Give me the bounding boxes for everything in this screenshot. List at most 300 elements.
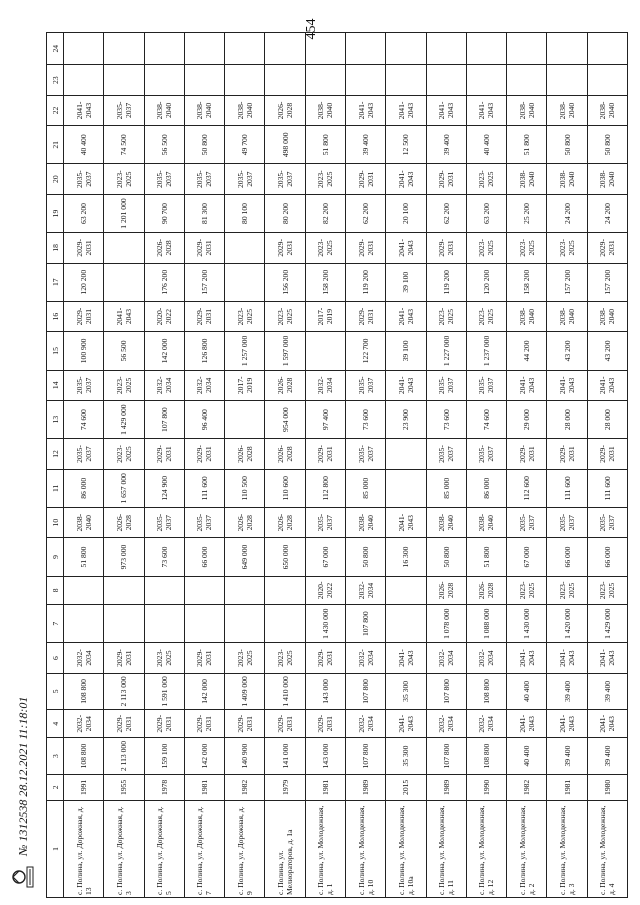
table-cell: 23 900 — [386, 400, 426, 438]
table-cell: 2038-2040 — [547, 164, 587, 194]
table-cell: 2035-2037 — [466, 370, 506, 400]
table-cell: 2038-2040 — [507, 95, 547, 125]
stamp-text: № 1312538 28.12.2021 11:18:01 — [15, 696, 30, 856]
table-cell: 40 400 — [507, 673, 547, 709]
table-cell — [225, 233, 265, 263]
table-cell: 1 429 000 — [587, 605, 627, 643]
table-cell: 2041-2043 — [386, 643, 426, 673]
address-cell: с. Полина, ул. Дорожная, д. 13 — [64, 801, 104, 898]
header-cell: 17 — [47, 263, 64, 301]
table-cell — [64, 576, 104, 604]
table-cell: 2038-2040 — [225, 95, 265, 125]
table-cell: 143 000 — [305, 673, 345, 709]
table-cell: 2035-2037 — [64, 439, 104, 469]
table-cell: 2041-2043 — [507, 370, 547, 400]
table-cell: 2041-2043 — [547, 643, 587, 673]
table-cell: 2029-2031 — [104, 710, 144, 738]
data-table — [46, 32, 628, 898]
table-cell: 39 100 — [386, 332, 426, 370]
table-cell: 73 600 — [426, 400, 466, 438]
header-cell: 19 — [47, 194, 64, 232]
table-cell: 2038-2040 — [144, 95, 184, 125]
table-cell — [144, 605, 184, 643]
table-cell: 1 409 000 — [225, 673, 265, 709]
table-cell — [144, 65, 184, 95]
table-cell: 110 600 — [265, 469, 305, 507]
table-cell: 2041-2043 — [386, 710, 426, 738]
header-cell: 12 — [47, 439, 64, 469]
table-cell: 49 700 — [225, 126, 265, 164]
table-cell: 1989 — [345, 774, 385, 800]
table-cell: 44 200 — [507, 332, 547, 370]
table-cell: 2026-2028 — [265, 95, 305, 125]
table-cell: 2035-2037 — [64, 370, 104, 400]
table-cell — [426, 65, 466, 95]
table-cell — [225, 576, 265, 604]
table-row — [64, 33, 104, 898]
table-cell — [386, 576, 426, 604]
header-cell: 24 — [47, 33, 64, 65]
table-cell: 2026-2028 — [265, 508, 305, 538]
table-cell: 2029-2031 — [265, 710, 305, 738]
table-cell: 12 500 — [386, 126, 426, 164]
table-cell — [225, 65, 265, 95]
table-cell: 1 430 000 — [305, 605, 345, 643]
table-cell: 2032-2034 — [466, 710, 506, 738]
table-cell: 2023-2025 — [265, 301, 305, 331]
table-row — [426, 33, 466, 898]
table-cell: 2029-2031 — [587, 233, 627, 263]
table-cell — [104, 233, 144, 263]
table-cell: 107 800 — [345, 605, 385, 643]
table-cell: 2038-2040 — [587, 164, 627, 194]
table-cell: 1979 — [265, 774, 305, 800]
table-cell: 51 800 — [466, 538, 506, 576]
table-cell: 2029-2031 — [225, 710, 265, 738]
table-cell: 73 600 — [345, 400, 385, 438]
table-cell: 2032-2034 — [466, 643, 506, 673]
table-cell: 2041-2043 — [587, 710, 627, 738]
table-cell: 176 200 — [144, 263, 184, 301]
table-cell: 141 000 — [265, 738, 305, 774]
table-cell — [225, 33, 265, 65]
table-cell: 2020-2022 — [305, 576, 345, 604]
table-row — [466, 33, 506, 898]
table-cell — [104, 65, 144, 95]
table-cell: 50 800 — [426, 538, 466, 576]
table-cell: 107 800 — [426, 673, 466, 709]
table-cell: 120 200 — [64, 263, 104, 301]
table-cell: 51 800 — [64, 538, 104, 576]
table-cell: 2029-2031 — [184, 301, 224, 331]
table-cell: 108 800 — [466, 673, 506, 709]
address-cell: с. Полина, ул. Молодежная, д. 12 — [466, 801, 506, 898]
table-cell — [345, 33, 385, 65]
header-cell: 11 — [47, 469, 64, 507]
table-cell: 1 201 000 — [104, 194, 144, 232]
table-cell: 2026-2028 — [144, 233, 184, 263]
table-cell: 29 000 — [507, 400, 547, 438]
table-cell: 2029-2031 — [64, 301, 104, 331]
header-cell: 9 — [47, 538, 64, 576]
table-cell: 2026-2028 — [225, 508, 265, 538]
header-cell: 8 — [47, 576, 64, 604]
table-cell: 2032-2034 — [64, 643, 104, 673]
table-cell: 2029-2031 — [184, 233, 224, 263]
table-cell: 2029-2031 — [184, 710, 224, 738]
header-cell: 13 — [47, 400, 64, 438]
table-cell: 1 420 000 — [547, 605, 587, 643]
table-cell — [104, 576, 144, 604]
table-cell: 35 300 — [386, 738, 426, 774]
table-cell: 2015 — [386, 774, 426, 800]
table-cell — [184, 605, 224, 643]
table-cell: 2035-2037 — [587, 508, 627, 538]
table-cell: 2023-2025 — [144, 643, 184, 673]
table-row — [345, 33, 385, 898]
table-cell: 2038-2040 — [507, 164, 547, 194]
table-cell: 110 500 — [225, 469, 265, 507]
table-cell: 2035-2037 — [104, 95, 144, 125]
table-cell: 2 113 000 — [104, 673, 144, 709]
table-cell: 2035-2037 — [345, 439, 385, 469]
table-cell: 1 227 000 — [426, 332, 466, 370]
table-cell — [386, 33, 426, 65]
table-cell: 157 200 — [587, 263, 627, 301]
table-cell: 50 800 — [184, 126, 224, 164]
table-cell: 2032-2034 — [345, 576, 385, 604]
table-cell: 2038-2040 — [184, 95, 224, 125]
table-cell: 2041-2043 — [386, 370, 426, 400]
table-row — [225, 33, 265, 898]
table-cell: 1980 — [587, 774, 627, 800]
table-cell: 50 800 — [345, 538, 385, 576]
table-cell: 2032-2034 — [305, 370, 345, 400]
table-cell: 1 078 000 — [426, 605, 466, 643]
header-cell: 2 — [47, 774, 64, 800]
table-cell: 74 600 — [466, 400, 506, 438]
header-cell: 6 — [47, 643, 64, 673]
table-cell: 2041-2043 — [547, 710, 587, 738]
address-cell: с. Полина, ул. Молодежная, д. 11 — [426, 801, 466, 898]
table-cell: 112 800 — [305, 469, 345, 507]
table-cell: 973 000 — [104, 538, 144, 576]
table-cell: 39 400 — [547, 673, 587, 709]
header-cell: 3 — [47, 738, 64, 774]
table-cell: 119 200 — [345, 263, 385, 301]
table-cell: 25 200 — [507, 194, 547, 232]
table-cell: 2038-2040 — [426, 508, 466, 538]
table-cell: 67 000 — [305, 538, 345, 576]
table-cell: 2029-2031 — [587, 439, 627, 469]
table-cell: 2029-2031 — [426, 233, 466, 263]
table-cell: 649 000 — [225, 538, 265, 576]
table-cell: 122 700 — [345, 332, 385, 370]
table-cell: 159 100 — [144, 738, 184, 774]
table-cell — [64, 65, 104, 95]
table-cell: 2029-2031 — [64, 233, 104, 263]
header-cell: 16 — [47, 301, 64, 331]
table-cell: 2041-2043 — [386, 164, 426, 194]
table-cell: 2035-2037 — [547, 508, 587, 538]
table-cell: 2026-2028 — [265, 370, 305, 400]
table-cell: 2041-2043 — [547, 370, 587, 400]
table-cell: 2026-2028 — [104, 508, 144, 538]
header-cell: 14 — [47, 370, 64, 400]
address-cell: с. Полина, ул. Молодежная, д. 2 — [507, 801, 547, 898]
table-cell: 100 900 — [64, 332, 104, 370]
table-cell — [587, 65, 627, 95]
table-cell: 2032-2034 — [345, 643, 385, 673]
table-cell: 66 000 — [547, 538, 587, 576]
table-cell: 1 088 000 — [466, 605, 506, 643]
table-cell: 2020-2022 — [144, 301, 184, 331]
table-cell — [466, 65, 506, 95]
table-cell — [386, 605, 426, 643]
table-cell: 2023-2025 — [104, 370, 144, 400]
table-cell: 156 200 — [265, 263, 305, 301]
table-cell: 498 000 — [265, 126, 305, 164]
table-cell: 108 800 — [64, 673, 104, 709]
table-cell: 2023-2025 — [426, 301, 466, 331]
table-cell: 1982 — [225, 774, 265, 800]
table-cell: 2035-2037 — [144, 164, 184, 194]
header-cell: 18 — [47, 233, 64, 263]
table-cell: 2032-2034 — [345, 710, 385, 738]
table-cell: 142 000 — [144, 332, 184, 370]
table-cell: 74 500 — [104, 126, 144, 164]
table-cell — [466, 33, 506, 65]
table-cell: 43 200 — [547, 332, 587, 370]
header-cell: 4 — [47, 710, 64, 738]
table-cell: 56 500 — [104, 332, 144, 370]
table-cell: 2038-2040 — [466, 508, 506, 538]
table-cell: 63 200 — [64, 194, 104, 232]
table-cell: 2041-2043 — [386, 233, 426, 263]
header-cell: 7 — [47, 605, 64, 643]
table-cell: 62 200 — [345, 194, 385, 232]
table-cell: 2035-2037 — [426, 439, 466, 469]
table-cell: 2029-2031 — [507, 439, 547, 469]
table-cell: 2029-2031 — [305, 643, 345, 673]
table-cell — [64, 33, 104, 65]
table-row — [386, 33, 426, 898]
table-cell: 2029-2031 — [345, 233, 385, 263]
address-cell: с. Полина, ул. Дорожная, д. 7 — [184, 801, 224, 898]
table-cell — [144, 33, 184, 65]
table-cell: 2041-2043 — [345, 95, 385, 125]
table-cell: 2035-2037 — [466, 439, 506, 469]
header-row — [47, 33, 64, 898]
table-cell: 2041-2043 — [507, 710, 547, 738]
table-cell: 140 900 — [225, 738, 265, 774]
table-row — [305, 33, 345, 898]
table-cell: 2041-2043 — [386, 508, 426, 538]
table-cell: 2032-2034 — [184, 370, 224, 400]
table-cell: 112 600 — [507, 469, 547, 507]
table-cell: 1981 — [547, 774, 587, 800]
table-cell: 82 200 — [305, 194, 345, 232]
table-cell — [184, 576, 224, 604]
table-cell: 81 300 — [184, 194, 224, 232]
table-cell: 86 000 — [64, 469, 104, 507]
table-cell: 1 257 000 — [225, 332, 265, 370]
table-cell: 2026-2028 — [265, 439, 305, 469]
table-row — [507, 33, 547, 898]
table-cell: 1 410 000 — [265, 673, 305, 709]
table-cell — [507, 33, 547, 65]
table-cell: 2023-2025 — [547, 576, 587, 604]
table-cell: 2023-2025 — [265, 643, 305, 673]
table-cell: 2029-2031 — [547, 439, 587, 469]
table-cell: 1990 — [466, 774, 506, 800]
table-cell: 2023-2025 — [547, 233, 587, 263]
table-cell: 86 000 — [466, 469, 506, 507]
table-cell: 2026-2028 — [426, 576, 466, 604]
table-cell — [305, 65, 345, 95]
table-cell: 2023-2025 — [466, 164, 506, 194]
table-cell — [345, 65, 385, 95]
table-cell: 39 400 — [587, 738, 627, 774]
address-cell: с. Полина, ул. Дорожная, д. 9 — [225, 801, 265, 898]
address-cell: с. Полина, ул. Дорожная, д. 3 — [104, 801, 144, 898]
table-cell: 2038-2040 — [547, 301, 587, 331]
table-cell — [64, 605, 104, 643]
table-cell: 2029-2031 — [426, 164, 466, 194]
table-cell: 1982 — [507, 774, 547, 800]
header-cell: 22 — [47, 95, 64, 125]
table-cell: 158 200 — [305, 263, 345, 301]
table-cell: 2017-2019 — [305, 301, 345, 331]
table-cell: 28 000 — [587, 400, 627, 438]
table-cell: 39 400 — [587, 673, 627, 709]
table-cell: 2038-2040 — [547, 95, 587, 125]
table-cell: 2038-2040 — [345, 508, 385, 538]
table-cell: 2041-2043 — [64, 95, 104, 125]
table-cell: 2023-2025 — [104, 439, 144, 469]
table-cell: 2026-2028 — [466, 576, 506, 604]
table-cell: 111 600 — [547, 469, 587, 507]
table-cell: 16 300 — [386, 538, 426, 576]
header-cell: 1 — [47, 801, 64, 898]
table-cell: 124 900 — [144, 469, 184, 507]
table-cell: 2041-2043 — [386, 95, 426, 125]
table-row — [184, 33, 224, 898]
table-cell: 2035-2037 — [507, 508, 547, 538]
table-cell — [547, 33, 587, 65]
table-cell: 2032-2034 — [144, 370, 184, 400]
table-cell: 2029-2031 — [265, 233, 305, 263]
table-cell: 2023-2025 — [225, 301, 265, 331]
table-cell: 2023-2025 — [104, 164, 144, 194]
table-cell: 66 000 — [587, 538, 627, 576]
table-cell: 40 400 — [466, 126, 506, 164]
table-cell: 142 000 — [184, 673, 224, 709]
table-cell — [265, 605, 305, 643]
address-cell: с. Полина, ул. Молодежная, д. 1 — [305, 801, 345, 898]
table-cell: 2035-2037 — [144, 508, 184, 538]
header-cell: 20 — [47, 164, 64, 194]
table-cell: 43 200 — [587, 332, 627, 370]
table-row — [547, 33, 587, 898]
table-cell: 954 000 — [265, 400, 305, 438]
table-cell: 2023-2025 — [507, 576, 547, 604]
header-cell: 23 — [47, 65, 64, 95]
table-cell: 2035-2037 — [345, 370, 385, 400]
table-cell: 2023-2025 — [305, 164, 345, 194]
table-cell: 20 100 — [386, 194, 426, 232]
table-cell: 39 400 — [547, 738, 587, 774]
table-cell: 2029-2031 — [345, 164, 385, 194]
table-cell: 2038-2040 — [64, 508, 104, 538]
table-cell: 39 400 — [345, 126, 385, 164]
table-cell: 1955 — [104, 774, 144, 800]
table-cell — [507, 65, 547, 95]
table-cell: 2029-2031 — [305, 710, 345, 738]
table-row — [144, 33, 184, 898]
table-cell: 2041-2043 — [507, 643, 547, 673]
table-cell: 107 800 — [345, 738, 385, 774]
table-cell: 1 657 000 — [104, 469, 144, 507]
table-cell — [265, 33, 305, 65]
address-cell: с. Полина, ул. Молодежная, д. 3 — [547, 801, 587, 898]
table-cell: 1 430 000 — [507, 605, 547, 643]
table-cell — [305, 33, 345, 65]
table-cell — [104, 263, 144, 301]
table-cell: 85 000 — [345, 469, 385, 507]
table-cell: 2029-2031 — [345, 301, 385, 331]
table-cell: 2035-2037 — [64, 164, 104, 194]
table-cell: 39 400 — [426, 126, 466, 164]
table-cell: 2041-2043 — [587, 643, 627, 673]
table-cell: 142 000 — [184, 738, 224, 774]
table-cell: 96 400 — [184, 400, 224, 438]
table-cell: 2041-2043 — [426, 95, 466, 125]
header-cell: 10 — [47, 508, 64, 538]
table-cell: 67 000 — [507, 538, 547, 576]
table-cell: 51 800 — [507, 126, 547, 164]
table-cell: 2038-2040 — [507, 301, 547, 331]
table-cell: 2038-2040 — [305, 95, 345, 125]
table-cell — [104, 605, 144, 643]
table-cell: 97 400 — [305, 400, 345, 438]
table-cell: 28 000 — [547, 400, 587, 438]
table-cell: 2023-2025 — [466, 301, 506, 331]
table-cell: 111 600 — [587, 469, 627, 507]
table-cell: 2032-2034 — [426, 643, 466, 673]
table-cell: 107 800 — [144, 400, 184, 438]
table-cell — [184, 65, 224, 95]
table-row — [587, 33, 627, 898]
table-cell: 2023-2025 — [466, 233, 506, 263]
table-cell: 2023-2025 — [225, 643, 265, 673]
table-cell: 126 800 — [184, 332, 224, 370]
table-cell: 2035-2037 — [426, 370, 466, 400]
table-cell — [386, 439, 426, 469]
table-cell: 1 429 000 — [104, 400, 144, 438]
registration-stamp — [8, 590, 38, 890]
table-cell: 2029-2031 — [184, 643, 224, 673]
table-cell: 1981 — [184, 774, 224, 800]
address-cell: с. Полина, ул. Молодежная, д. 10 — [345, 801, 385, 898]
table-cell: 108 800 — [64, 738, 104, 774]
table-cell: 74 600 — [64, 400, 104, 438]
table-cell: 1989 — [426, 774, 466, 800]
table-cell — [426, 33, 466, 65]
table-cell: 157 200 — [184, 263, 224, 301]
address-cell: с. Полина, ул. Молодежная, д. 4 — [587, 801, 627, 898]
header-cell: 15 — [47, 332, 64, 370]
